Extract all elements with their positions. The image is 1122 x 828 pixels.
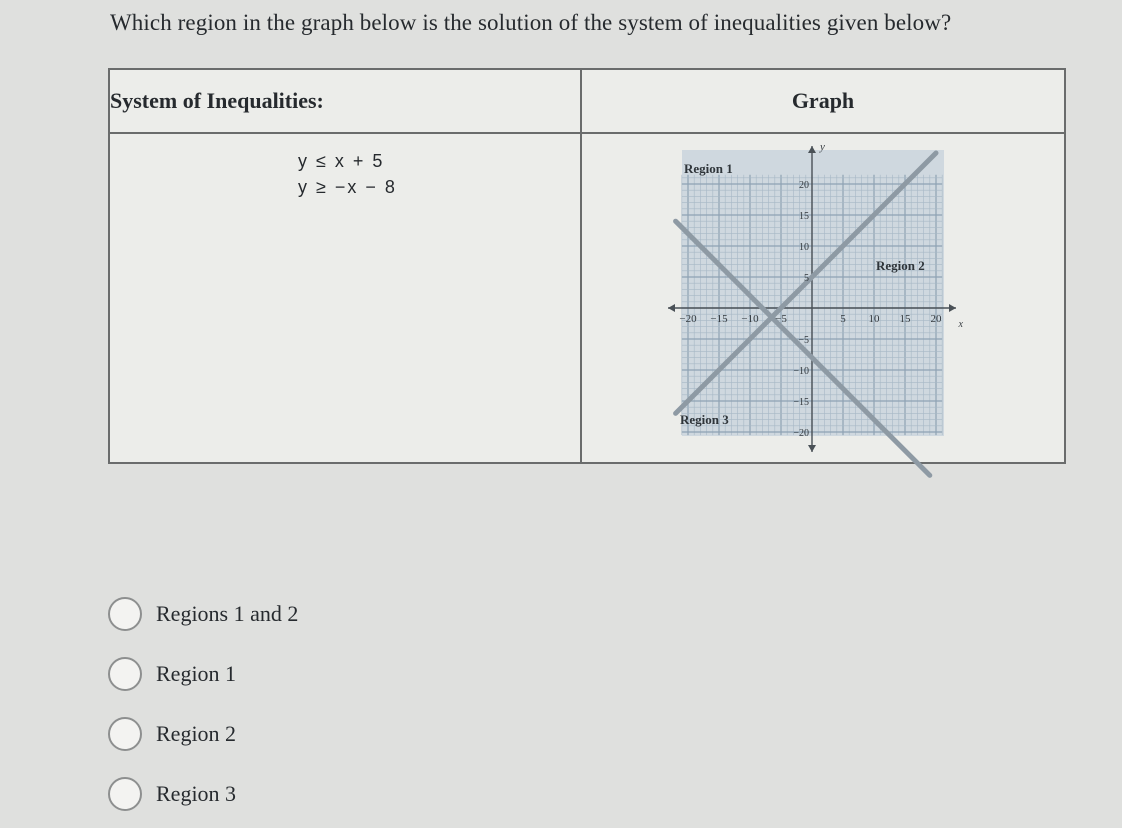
question-text: Which region in the graph below is the solution of the system of inequalities given below? bbox=[110, 10, 952, 35]
header-system-of-inequalities: System of Inequalities: bbox=[109, 69, 581, 133]
option-label: Region 1 bbox=[156, 661, 237, 686]
y-tick-label: −5 bbox=[798, 335, 809, 346]
y-tick-label: 5 bbox=[804, 273, 809, 284]
y-axis-arrow-up bbox=[808, 146, 816, 153]
y-axis-arrow-down bbox=[808, 445, 816, 452]
x-tick-label: −15 bbox=[710, 313, 728, 325]
inequality-2: y ≥ −x − 8 bbox=[298, 177, 397, 197]
y-axis-label: y bbox=[820, 141, 825, 153]
inequality-1: y ≤ x + 5 bbox=[298, 151, 385, 171]
x-tick-label: −5 bbox=[775, 313, 787, 325]
y-tick-label: 20 bbox=[799, 180, 809, 191]
graph-cell bbox=[581, 133, 1065, 463]
answer-options bbox=[108, 584, 298, 824]
option-label: Regions 1 and 2 bbox=[156, 601, 299, 626]
x-axis-arrow-left bbox=[668, 304, 675, 312]
region-3-label: Region 3 bbox=[680, 412, 729, 427]
x-tick-label: 10 bbox=[868, 313, 880, 325]
header-graph: Graph bbox=[581, 69, 1065, 133]
y-tick-label: 15 bbox=[799, 211, 809, 222]
x-tick-label: 20 bbox=[930, 313, 942, 325]
region-1-label: Region 1 bbox=[684, 161, 733, 176]
radio-button[interactable] bbox=[108, 717, 142, 751]
y-tick-label: 10 bbox=[799, 242, 809, 253]
x-axis-arrow-right bbox=[949, 304, 956, 312]
option-region-2[interactable] bbox=[108, 704, 298, 764]
inequality-graph bbox=[660, 138, 963, 458]
region-2-label: Region 2 bbox=[876, 258, 925, 273]
x-axis-label: x bbox=[958, 319, 963, 330]
radio-button[interactable] bbox=[108, 597, 142, 631]
option-label: Region 3 bbox=[156, 781, 237, 806]
inequalities-cell bbox=[109, 133, 581, 463]
option-regions-1-and-2[interactable] bbox=[108, 584, 298, 644]
y-tick-label: −20 bbox=[793, 428, 809, 439]
y-tick-label: −10 bbox=[793, 366, 809, 377]
radio-button[interactable] bbox=[108, 777, 142, 811]
x-tick-label: 5 bbox=[840, 313, 846, 325]
radio-button[interactable] bbox=[108, 657, 142, 691]
x-tick-label: 15 bbox=[899, 313, 911, 325]
option-label: Region 2 bbox=[156, 721, 237, 746]
option-region-1[interactable] bbox=[108, 644, 298, 704]
option-region-3[interactable] bbox=[108, 764, 298, 824]
y-tick-label: −15 bbox=[793, 397, 809, 408]
x-tick-label: −10 bbox=[741, 313, 759, 325]
inequalities-table bbox=[108, 68, 1066, 464]
x-tick-label: −20 bbox=[679, 313, 697, 325]
